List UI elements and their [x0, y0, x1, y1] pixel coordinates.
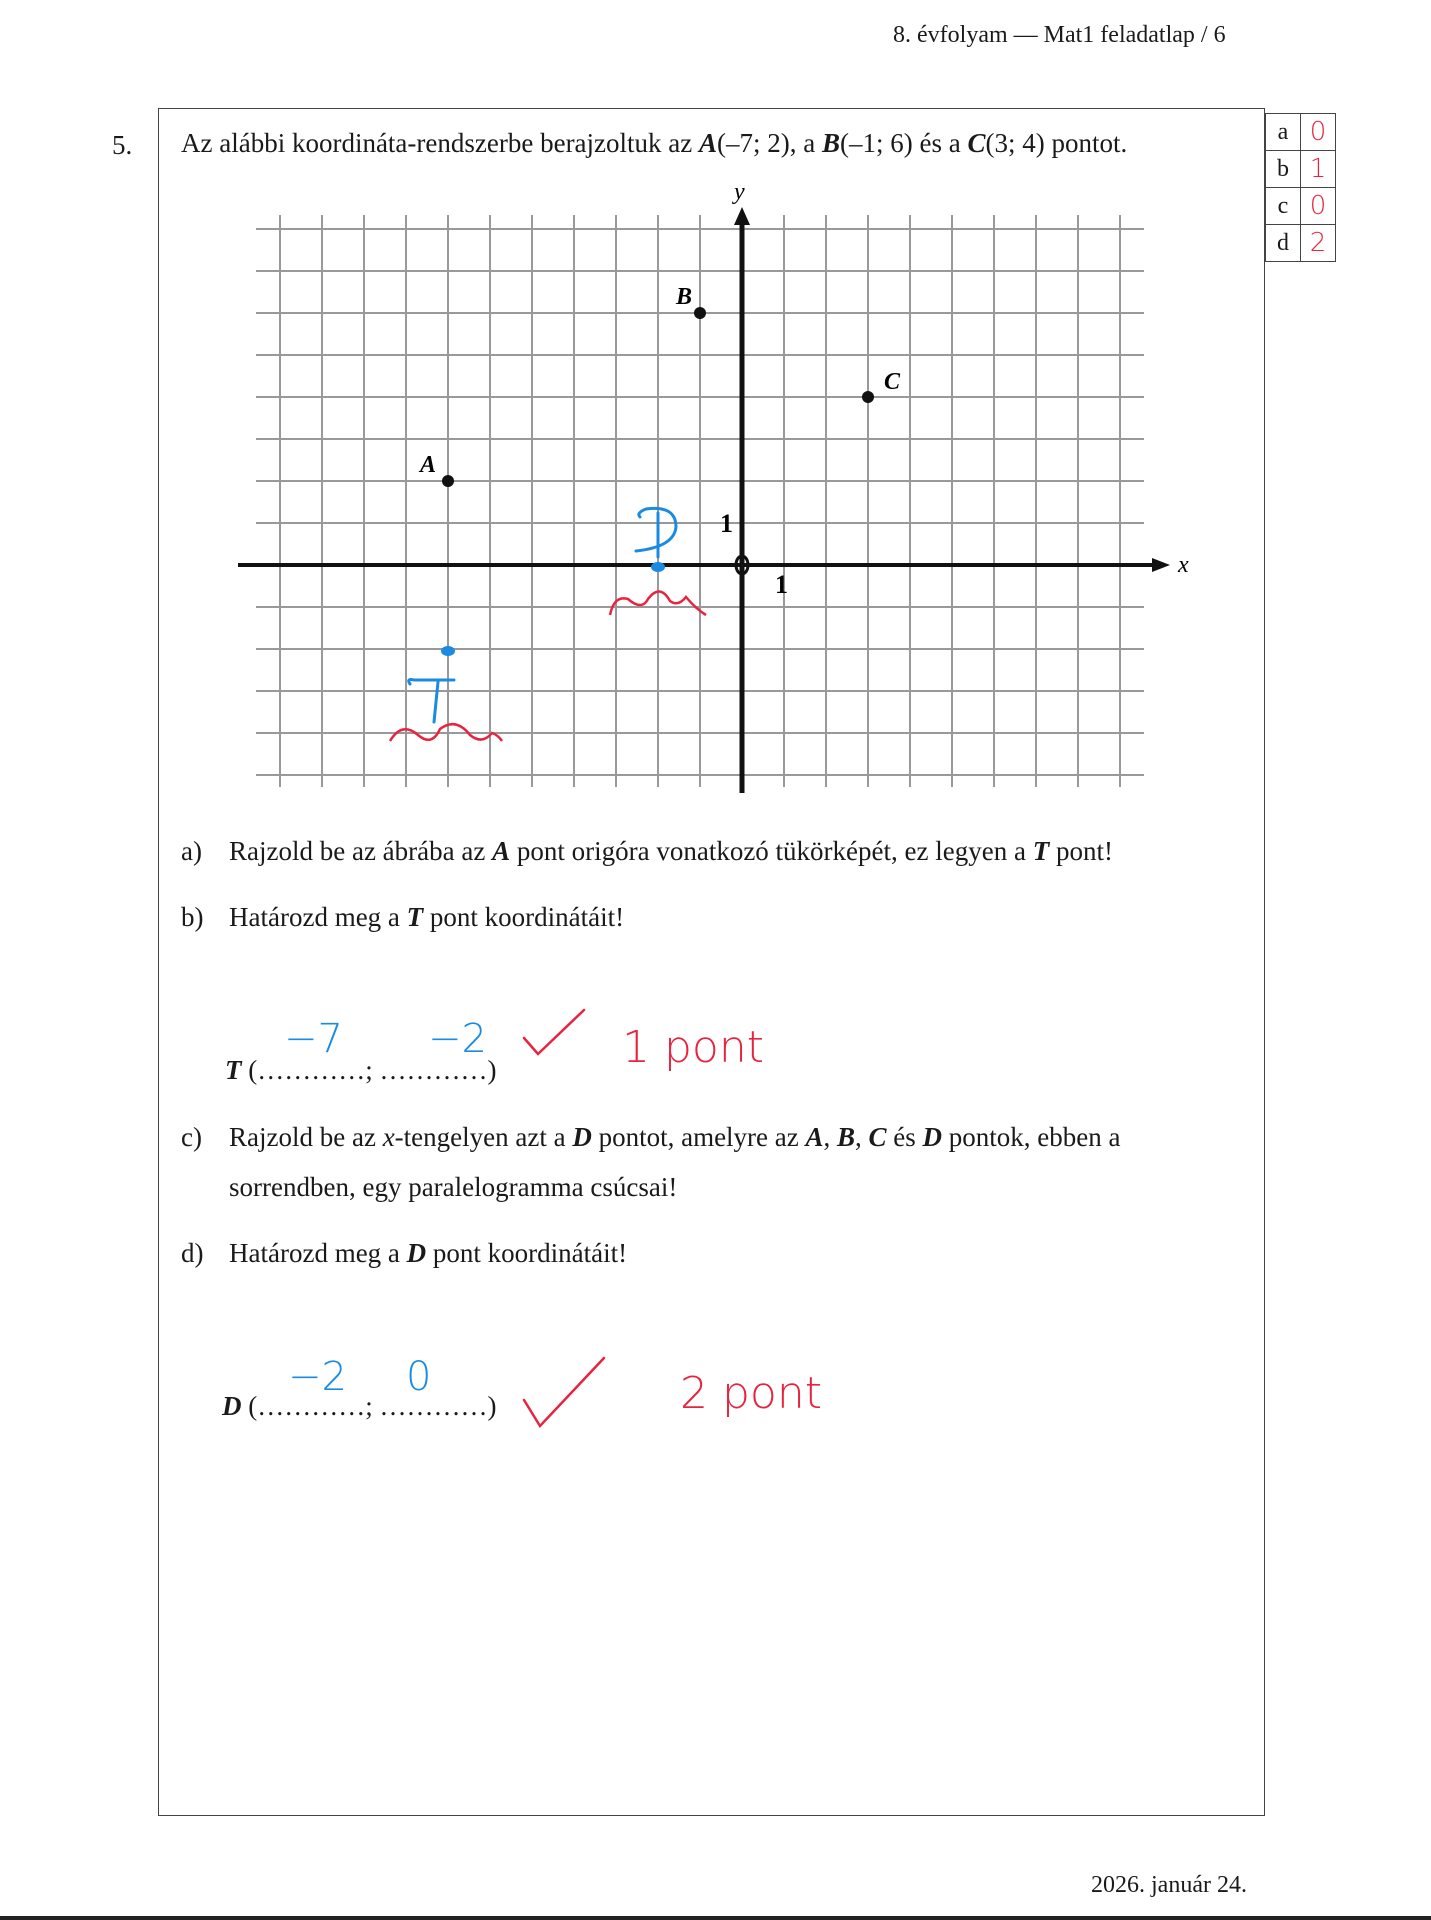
checkmark-icon [520, 1006, 590, 1066]
point-name: T [406, 902, 424, 932]
question-label: a) [181, 836, 202, 866]
point-label-a: A [420, 452, 437, 478]
point-name: T [1032, 836, 1050, 866]
page-bottom-rule [0, 1916, 1431, 1920]
question-text: és [886, 1122, 923, 1152]
intro-text: (3; 4) pontot. [985, 128, 1128, 158]
y-unit-label: 1 [720, 509, 733, 538]
point-a [442, 475, 454, 487]
grade-b: 1 pont [622, 1022, 764, 1073]
x-axis-arrow-icon [1152, 558, 1170, 572]
score-part: b [1266, 151, 1301, 188]
question-text: Rajzold be az [229, 1122, 383, 1152]
answer-d-x: −2 [288, 1354, 347, 1400]
intro-text: (–1; 6) és a [840, 128, 968, 158]
grid-lines [256, 215, 1144, 787]
handwritten-point-t [441, 646, 455, 656]
point-name: D [922, 1122, 943, 1152]
question-d [181, 1238, 627, 1269]
question-label: c) [181, 1122, 202, 1152]
answer-t-x: −7 [284, 1016, 343, 1062]
answer-t-y: −2 [428, 1016, 487, 1062]
question-text: , [855, 1122, 869, 1152]
checkmark-icon [520, 1354, 610, 1434]
point-c [862, 391, 874, 403]
score-value: 0 [1301, 114, 1336, 151]
question-text: pont! [1049, 836, 1113, 866]
y-axis-arrow-icon [734, 207, 750, 225]
page-header: 8. évfolyam — Mat1 feladatlap / 6 [893, 22, 1226, 48]
score-value: 0 [1301, 188, 1336, 225]
question-c-line2: sorrendben, egy paralelogramma csúcsai! [229, 1172, 678, 1202]
x-unit-label: 1 [775, 570, 788, 599]
handwritten-label-d [636, 508, 676, 557]
x-axis-label: x [1178, 552, 1189, 578]
question-label: b) [181, 902, 204, 932]
question-text: pontok, ebben a [942, 1122, 1121, 1152]
question-b [181, 902, 624, 933]
page-footer-date: 2026. január 24. [1091, 1872, 1247, 1898]
point-name: A [492, 836, 511, 866]
question-text: , [823, 1122, 838, 1152]
question-text: -tengelyen azt a [394, 1122, 573, 1152]
y-axis-label: y [734, 179, 745, 205]
score-value: 2 [1301, 225, 1336, 262]
point-name: C [868, 1122, 887, 1152]
question-text: Rajzold be az ábrába az [229, 836, 493, 866]
point-name: B [837, 1122, 856, 1152]
question-text: pontot, amelyre az [591, 1122, 806, 1152]
question-c [181, 1122, 1121, 1153]
score-part: c [1266, 188, 1301, 225]
question-text: Határozd meg a [229, 902, 407, 932]
question-text: pont koordinátáit! [423, 902, 625, 932]
answer-d-y: 0 [406, 1354, 432, 1400]
point-name: D [572, 1122, 592, 1152]
answer-dots: (…………; …………) [248, 1055, 497, 1085]
score-part: d [1266, 225, 1301, 262]
point-name: C [967, 128, 986, 158]
intro-text: (–7; 2), a [717, 128, 822, 158]
coordinate-system [0, 0, 1431, 820]
axis-name: x [382, 1122, 395, 1152]
point-name: A [699, 128, 718, 158]
point-name: B [821, 128, 840, 158]
grade-d: 2 pont [680, 1368, 822, 1419]
answer-point-name: D [222, 1391, 242, 1421]
question-label: d) [181, 1238, 204, 1268]
score-value: 1 [1301, 151, 1336, 188]
answer-d [222, 1391, 496, 1422]
task-number: 5. [112, 130, 133, 160]
handwritten-point-d [651, 562, 665, 572]
point-label-c: C [884, 369, 901, 395]
question-a [181, 836, 1113, 867]
question-text: pont koordinátáit! [426, 1238, 628, 1268]
answer-dots: (…………; …………) [248, 1391, 497, 1421]
question-text: pont origóra vonatkozó tükörképét, ez legyen a [510, 836, 1033, 866]
point-name: A [805, 1122, 824, 1152]
point-name: D [406, 1238, 427, 1268]
point-b [694, 307, 706, 319]
intro-text: Az alábbi koordináta-rendszerbe berajzoltuk az [181, 128, 699, 158]
score-part: a [1266, 114, 1301, 151]
question-text: Határozd meg a [229, 1238, 407, 1268]
answer-point-name: T [225, 1055, 242, 1085]
point-label-b: B [676, 284, 693, 310]
